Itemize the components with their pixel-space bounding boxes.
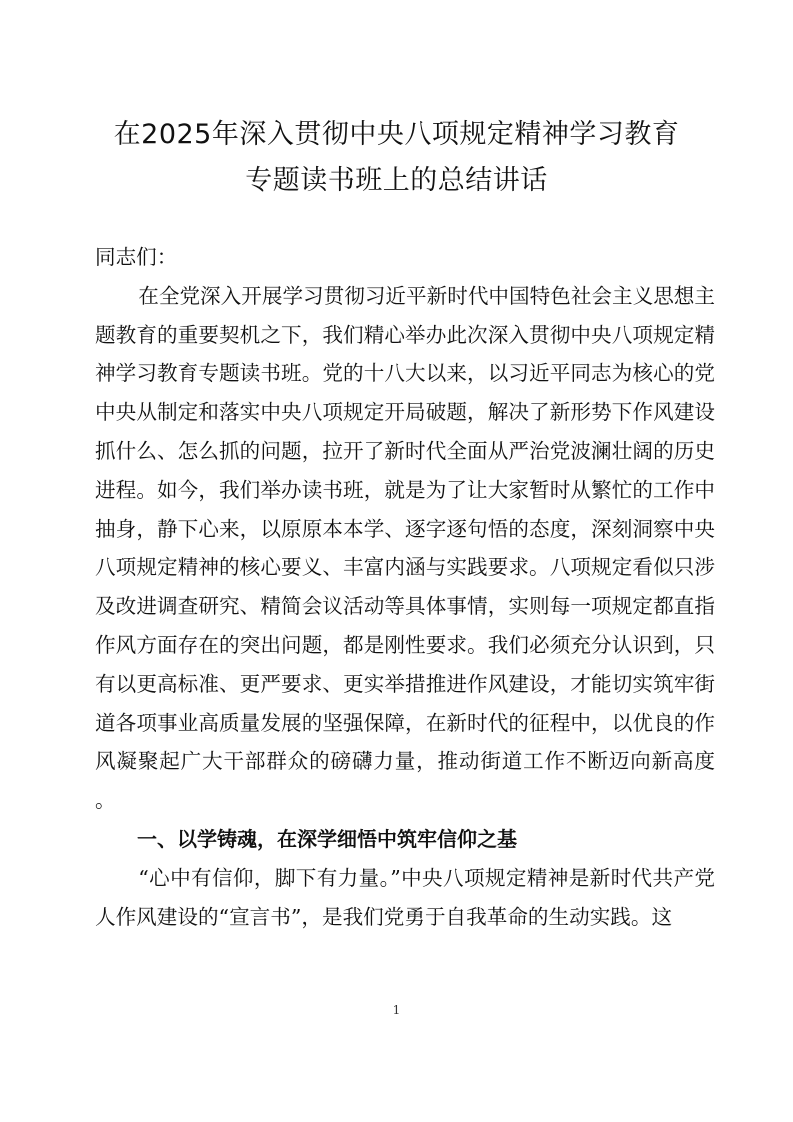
document-body bbox=[95, 238, 715, 936]
title-line-2: 专题读书班上的总结讲话 bbox=[245, 165, 548, 196]
body-paragraph: “心中有信仰，脚下有力量。”中央八项规定精神是新时代共产党人作风建设的“宣言书”，是我们党勇于自我革命的生动实践。这 bbox=[95, 865, 715, 929]
page-number: 1 bbox=[392, 1003, 401, 1017]
salutation: 同志们： bbox=[95, 245, 178, 269]
document-title bbox=[60, 112, 733, 204]
body-paragraph: 在全党深入开展学习贯彻习近平新时代中国特色社会主义思想主题教育的重要契机之下，我们精心举办此次深入贯彻中央八项规定精神学习教育专题读书班。党的十八大以来，以习近平同志为核心的党中央从制定和落实中央八项规定开局破题，解决了新形势下作风建设抓什么、怎么抓的问题，拉开了新时代全面从严治党波澜壮阔的历史进程。如今，我们举办读书班，就是为了让大家暂时从繁忙的工作中抽身，静下心来，以原原本本学、逐字逐句悟的态度，深刻洞察中央八项规定精神的核心要义、丰富内涵与实践要求。八项规定看似只涉及改进调查研究、精简会议活动等具体事情，实则每一项规定都直指作风方面存在的突出问题，都是刚性要求。我们必须充分认识到，只有以更高标准、更严要求、更实举措推进作风建设，才能切实筑牢街道各项事业高质量发展的坚强保障，在新时代的征程中，以优良的作风凝聚起广大干部群众的磅礴力量，推动街道工作不断迈向新高度 。 bbox=[95, 283, 715, 813]
section-heading: 一、以学铸魂，在深学细悟中筑牢信仰之基 bbox=[137, 826, 517, 851]
title-line-1: 在2025年深入贯彻中央八项规定精神学习教育 bbox=[113, 119, 680, 150]
